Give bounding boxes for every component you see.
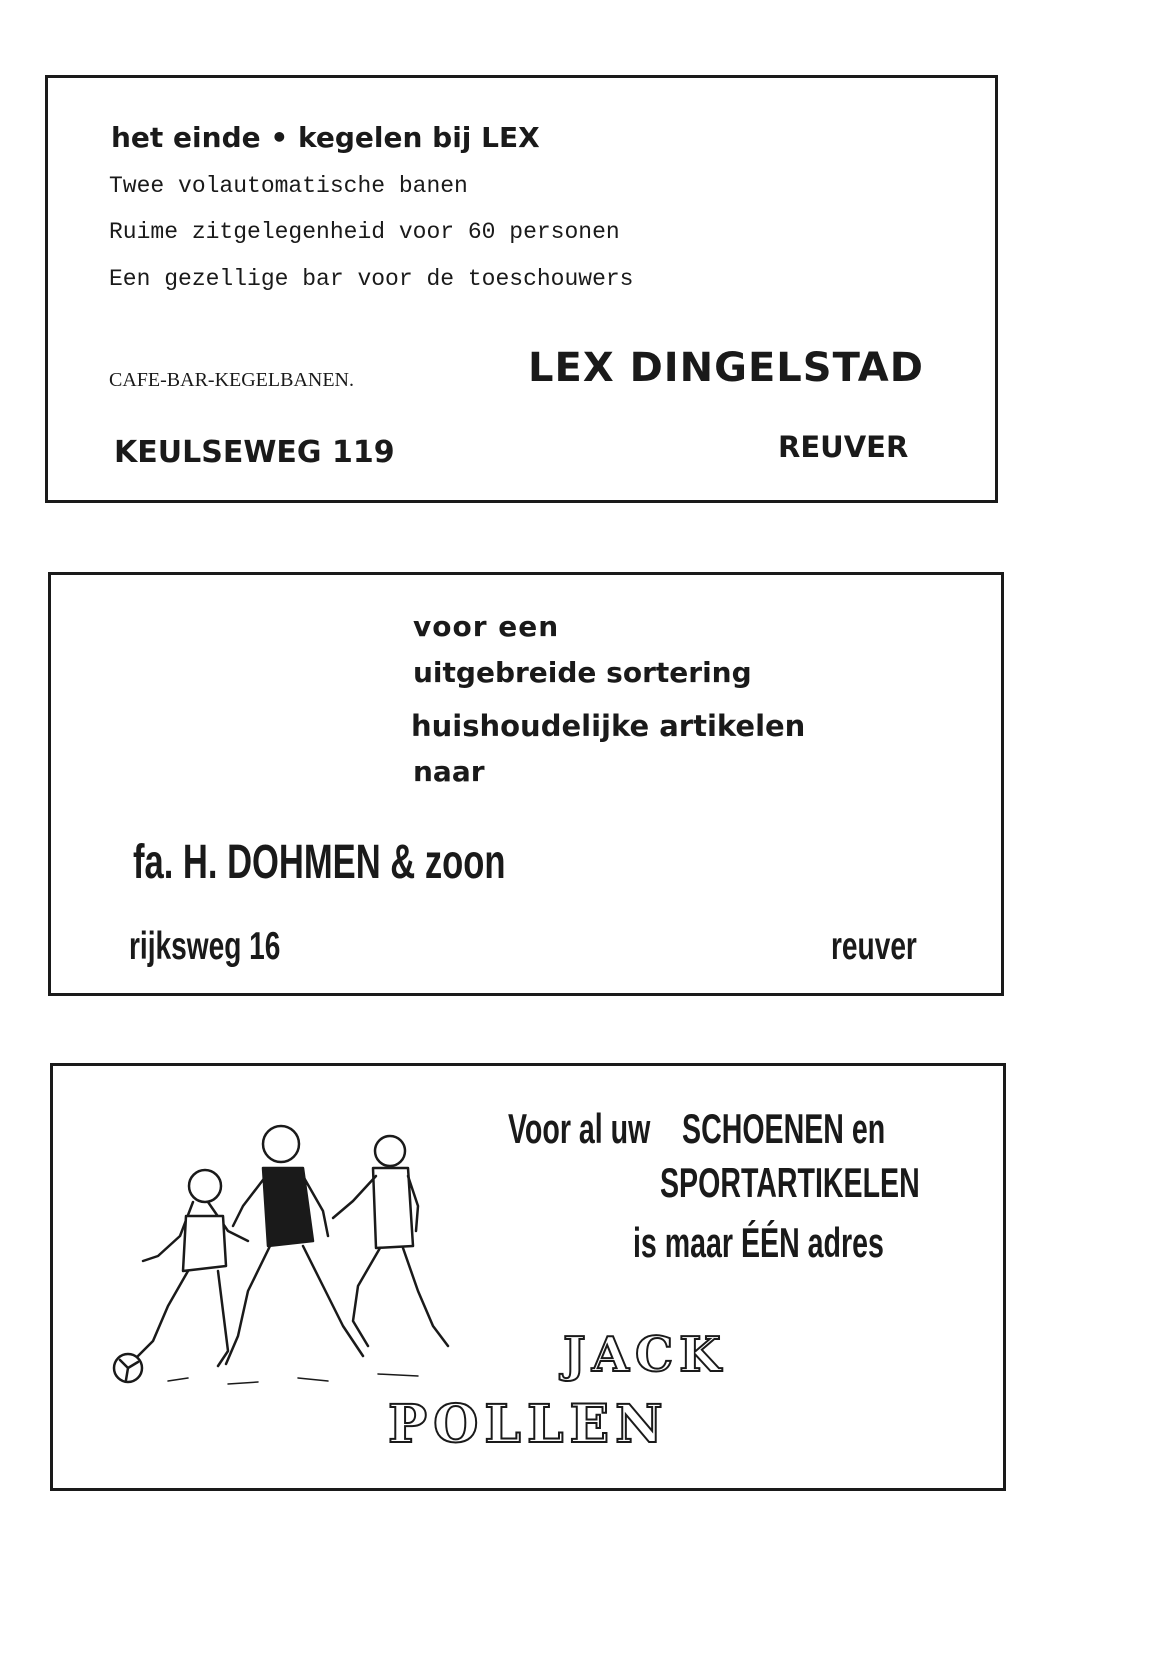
ad3-line-2: SPORTARTIKELEN [660, 1159, 920, 1206]
ad1-business-name: LEX DINGELSTAD [528, 345, 924, 391]
ad1-category: CAFE-BAR-KEGELBANEN. [109, 369, 354, 391]
ad3-logo-pollen: POLLEN [388, 1394, 669, 1455]
ad1-line-2: Ruime zitgelegenheid voor 60 personen [109, 219, 620, 245]
ad1-line-3: Een gezellige bar voor de toeschouwers [109, 266, 634, 292]
ad3-logo-jack: JACK [563, 1327, 727, 1383]
ad1-street: KEULSEWEG 119 [114, 435, 395, 470]
ad2-line-2: uitgebreide sortering [413, 656, 752, 689]
ad-lex-dingelstad [45, 75, 998, 503]
ad-jack-pollen [50, 1063, 1006, 1491]
ad1-line-1: Twee volautomatische banen [109, 173, 468, 199]
ad2-line-4: naar [413, 755, 485, 788]
ad1-headline: het einde • kegelen bij LEX [111, 121, 540, 154]
ad1-town: REUVER [778, 430, 909, 464]
ad3-line-1: Voor al uw SCHOENEN en [508, 1105, 886, 1152]
ad2-town: reuver [831, 925, 917, 968]
ad2-company: fa. H. DOHMEN & zoon [133, 836, 506, 889]
ad2-street: rijksweg 16 [129, 925, 281, 968]
soccer-players-illustration [98, 1106, 458, 1406]
ad-dohmen [48, 572, 1004, 996]
ad3-line-3: is maar ÉÉN adres [633, 1219, 884, 1266]
ad2-line-3: huishoudelijke artikelen [411, 709, 806, 743]
ad2-line-1: voor een [413, 610, 560, 643]
